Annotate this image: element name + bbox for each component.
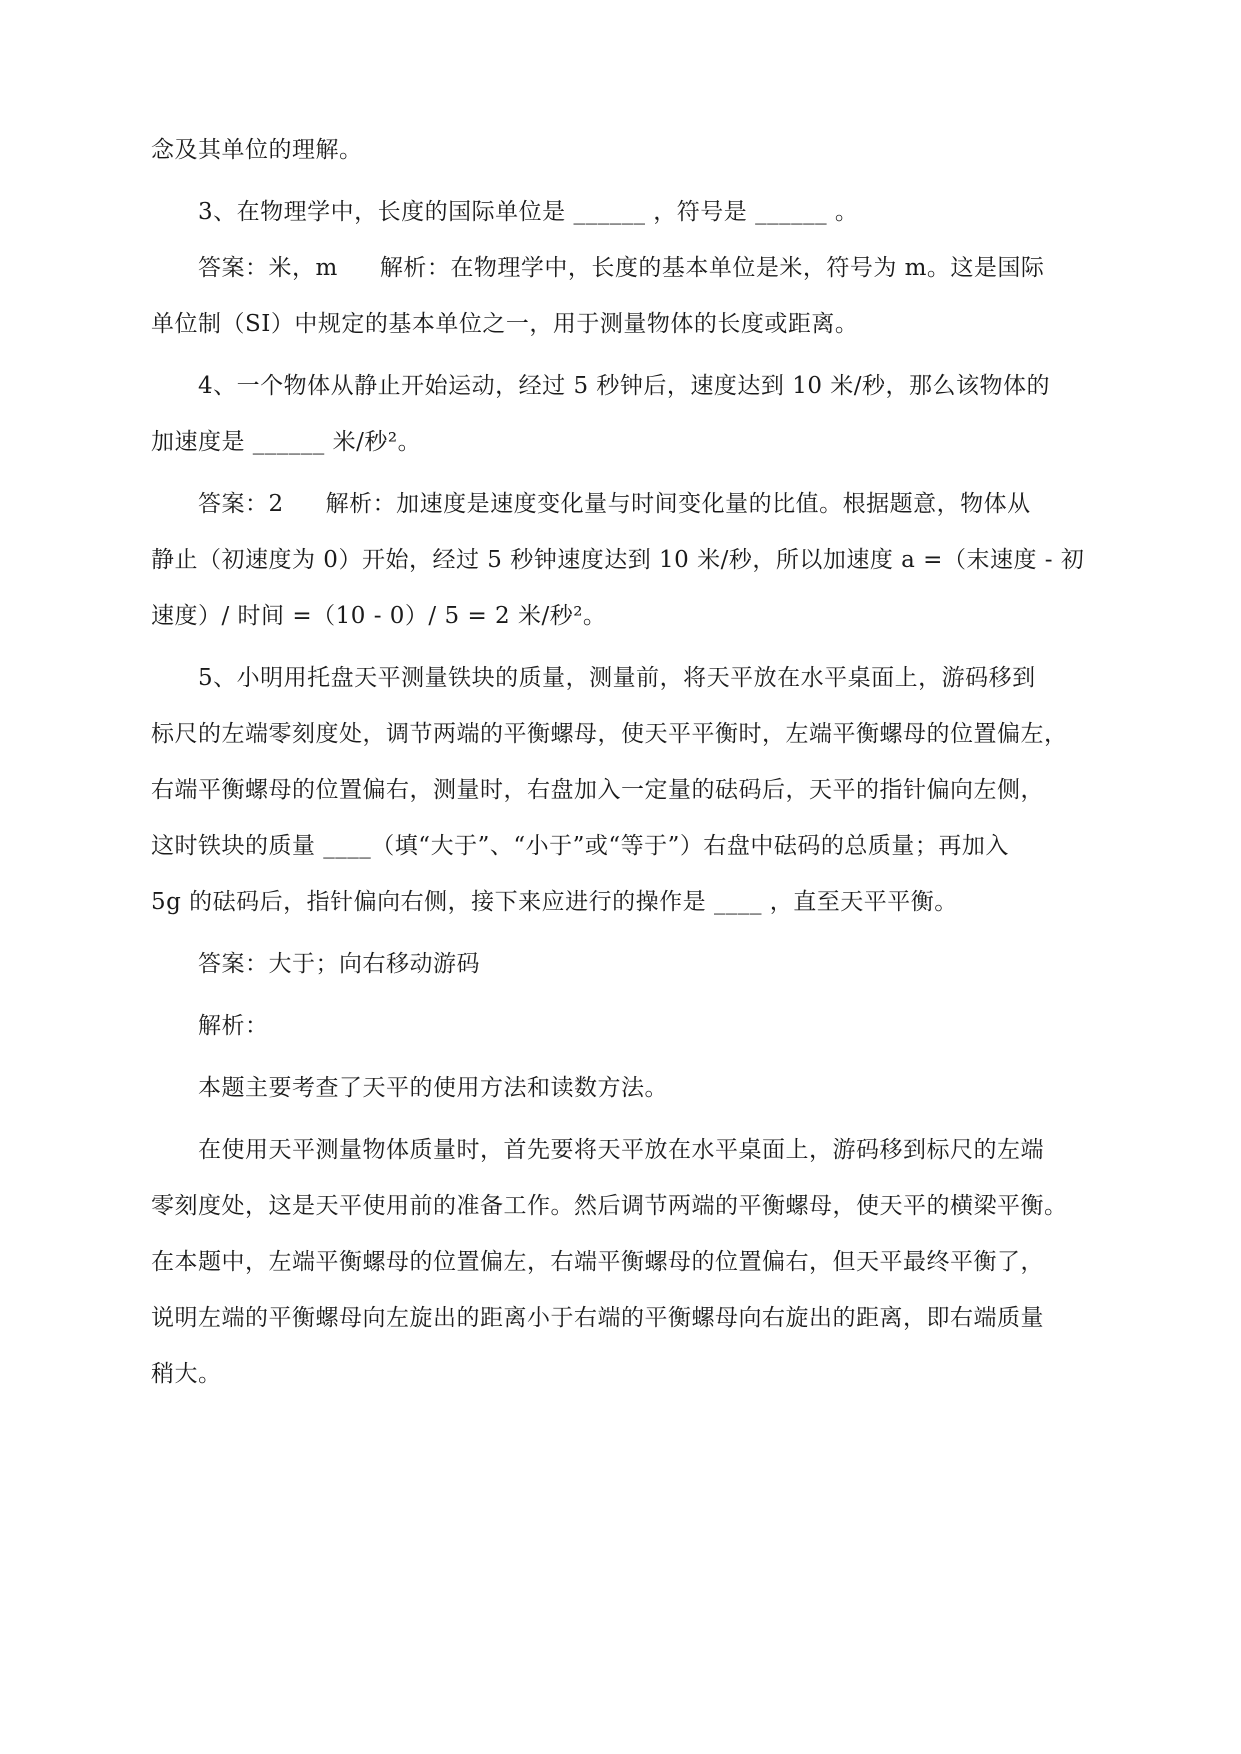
text-line: 单位制（SI）中规定的基本单位之一，用于测量物体的长度或距离。 (151, 311, 859, 337)
answer-4-label: 答案：2 (198, 491, 284, 517)
analysis-3-label: 解析：在物理学中，长度的基本单位是米，符号为 m。这是国际 (379, 255, 1045, 281)
text-line: 稍大。 (151, 1361, 222, 1387)
answer-5: 答案：大于；向右移动游码 (198, 951, 480, 977)
question-4: 4、一个物体从静止开始运动，经过 5 秒钟后，速度达到 10 米/秒，那么该物体的 (198, 373, 1051, 399)
answer-3 (198, 253, 1091, 283)
text-line: 零刻度处，这是天平使用前的准备工作。然后调节两端的平衡螺母，使天平的横梁平衡。 (151, 1193, 1068, 1219)
text-line: 念及其单位的理解。 (151, 137, 363, 163)
text-line: 5g 的砝码后，指针偏向右侧，接下来应进行的操作是 ____ ，直至天平平衡。 (151, 889, 958, 915)
text-line: 说明左端的平衡螺母向左旋出的距离小于右端的平衡螺母向右旋出的距离，即右端质量 (151, 1305, 1044, 1331)
analysis-paragraph: 本题主要考查了天平的使用方法和读数方法。 (198, 1075, 668, 1101)
text-line: 静止（初速度为 0）开始，经过 5 秒钟速度达到 10 米/秒，所以加速度 a =（末速度 - 初 (151, 547, 1085, 573)
answer-3-label: 答案：米，m (198, 255, 338, 281)
text-line: 速度）/ 时间 =（10 - 0）/ 5 = 2 米/秒²。 (151, 603, 607, 629)
answer-4 (198, 489, 1091, 519)
analysis-4-label: 解析：加速度是速度变化量与时间变化量的比值。根据题意，物体从 (325, 491, 1031, 517)
analysis-paragraph: 在使用天平测量物体质量时，首先要将天平放在水平桌面上，游码移到标尺的左端 (198, 1137, 1044, 1163)
text-line: 加速度是 ______ 米/秒²。 (151, 429, 422, 455)
question-5: 5、小明用托盘天平测量铁块的质量，测量前，将天平放在水平桌面上，游码移到 (198, 665, 1036, 691)
question-3: 3、在物理学中，长度的国际单位是 ______ ，符号是 ______ 。 (198, 199, 859, 225)
text-line: 在本题中，左端平衡螺母的位置偏左，右端平衡螺母的位置偏右，但天平最终平衡了， (151, 1249, 1044, 1275)
text-line: 右端平衡螺母的位置偏右，测量时，右盘加入一定量的砝码后，天平的指针偏向左侧， (151, 777, 1044, 803)
text-line: 标尺的左端零刻度处，调节两端的平衡螺母，使天平平衡时，左端平衡螺母的位置偏左， (151, 721, 1068, 747)
analysis-5-heading: 解析： (198, 1013, 269, 1039)
text-line: 这时铁块的质量 ____（填“大于”、“小于”或“等于”）右盘中砝码的总质量；再加入 (151, 833, 1009, 859)
